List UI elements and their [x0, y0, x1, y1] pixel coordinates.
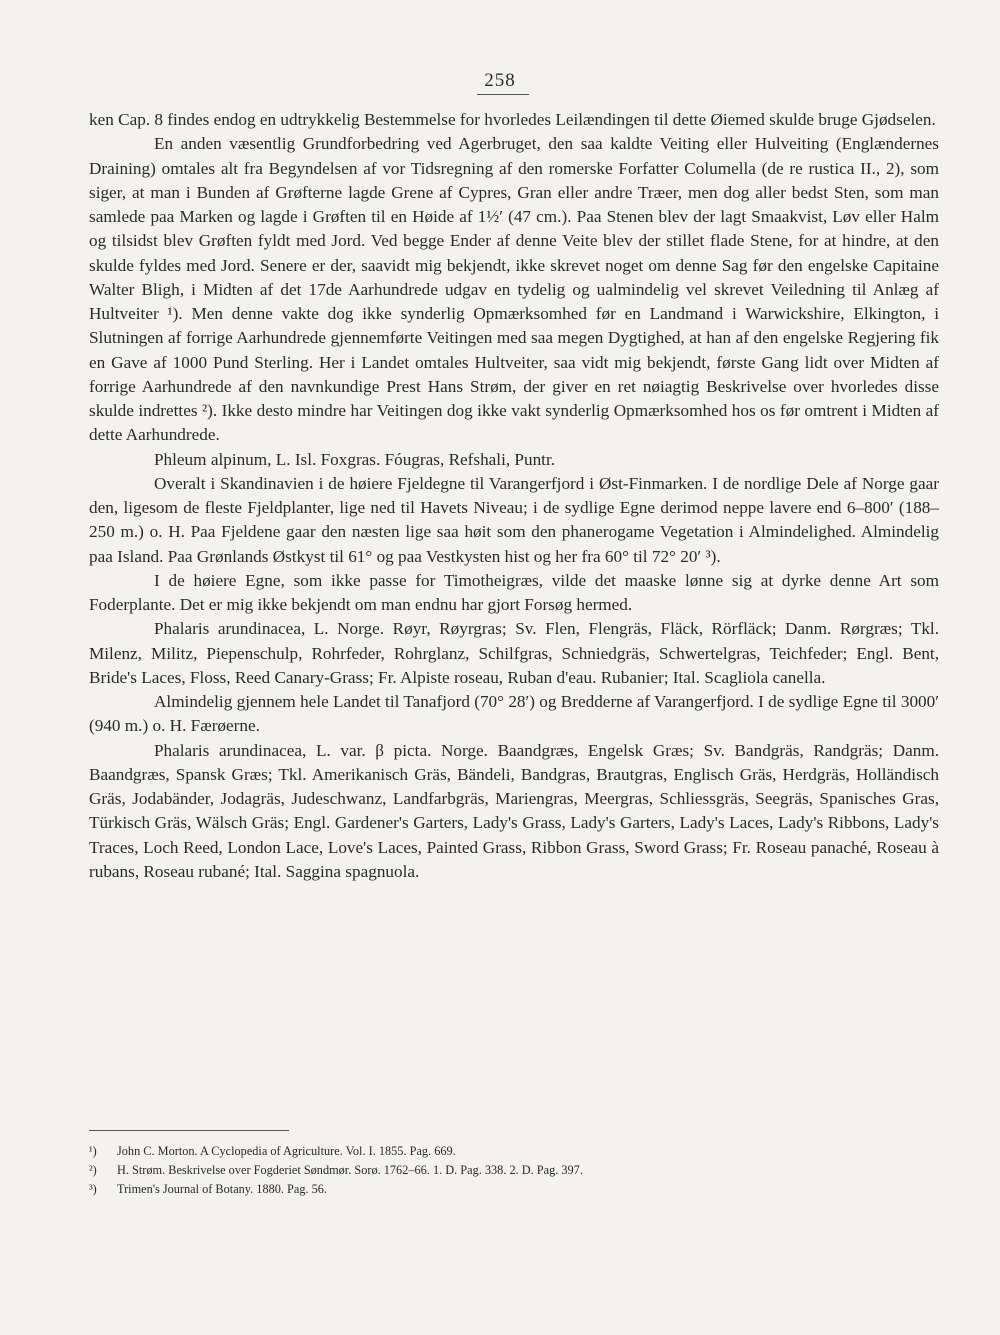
entry-phleum-alpinum: Phleum alpinum, L. Isl. Foxgras. Fóugras, Refshali, Puntr. — [154, 449, 556, 469]
footnote-1 — [89, 1142, 939, 1161]
entry-phalaris-arundinacea: Phalaris arundinacea, L. Norge. Røyr, Røyrgras; Sv. Flen, Flengräs, Fläck, Rörfläck; Danm. Rørgræs; Tkl. Milenz, Militz, Piepenschulp, Rohrfeder, Rohrglanz, Schilfgras, Schniedgräs, Schwertelgras, Teichfeder; Engl. Bent, Bride's Laces, Floss, Reed Canary-Grass; Fr. Alpiste roseau, Ruban d'eau. Rubanier; Ital. Scagliola canella. — [89, 619, 939, 687]
header-rule — [477, 94, 529, 95]
footnote-mark: ²) — [89, 1163, 97, 1177]
footnote-rule — [89, 1130, 289, 1131]
footnote-mark: ¹) — [89, 1144, 97, 1158]
page-number: 258 — [484, 70, 516, 91]
paragraph-phleum-cultivation: I de høiere Egne, som ikke passe for Timotheigræs, vilde det maaske lønne sig at dyrke denne Art som Foderplante. Det er mig ikke bekjendt om man endnu har gjort Forsøg hermed. — [89, 570, 939, 614]
footnote-text: Trimen's Journal of Botany. 1880. Pag. 56. — [117, 1182, 328, 1196]
footnotes — [89, 1142, 939, 1199]
footnote-mark: ³) — [89, 1182, 97, 1196]
paragraph-1: ken Cap. 8 findes endog en udtrykkelig Bestemmelse for hvorledes Leilændingen til dette Øiemed skulde bruge Gjødselen. — [89, 110, 936, 129]
footnote-3 — [89, 1180, 939, 1199]
footnote-2 — [89, 1161, 939, 1180]
footnote-text: John C. Morton. A Cyclopedia of Agriculture. Vol. I. 1855. Pag. 669. — [117, 1144, 456, 1158]
body-text — [89, 108, 939, 884]
paragraph-veiting: En anden væsentlig Grundforbedring ved Agerbruget, den saa kaldte Veiting eller Hulveiting (Englændernes Draining) omtales alt fra Begyndelsen af vor Tidsregning af den romerske Forfatter Columella (de re rustica II., 2), som siger, at man i Bunden af Grøfterne lagde Grene af Cypres, Gran eller andre Træer, men dog aller bedst Sten, som man samlede paa Marken og lagde i Grøften til en Høide af 1½′ (47 cm.). Paa Stenen blev der lagt Smaakvist, Løv eller Halm og tilsidst blev Grøften fyldt med Jord. Ved begge Ender af denne Veite blev der stillet flade Stene, for at hindre, at den skulde fyldes med Jord. Senere er der, saavidt mig bekjendt, ikke skrevet noget om denne Sag før den engelske Capitaine Walter Bligh, i Midten af det 17de Aarhundrede udgav en tydelig og ualmindelig vel skrevet Veiledning til Anlæg af Hultveiter ¹). Men denne vakte dog ikke synderlig Opmærksomhed før en Landmand i Warwickshire, Elkington, i Slutningen af forrige Aarhundrede gjennemførte Veitingen med saa megen Dygtighed, at han af den engelske Regjering fik en Gave af 1000 Pund Sterling. Her i Landet omtales Hultveiter, saa vidt mig bekjendt, første Gang lidt over Midten af forrige Aarhundrede af den navnkundige Prest Hans Strøm, der giver en ret nøiagtig Beskrivelse over hvorledes disse skulde indrettes ²). Ikke desto mindre har Veitingen dog ikke vakt synderlig Opmærksomhed hos os før omtrent i Midten af dette Aarhundrede. — [89, 134, 939, 445]
paragraph-phleum-distribution: Overalt i Skandinavien i de høiere Fjeldegne til Varangerfjord i Øst-Finmarken. I de nordlige Dele af Norge gaar den, ligesom de fleste Fjeldplanter, lige ned til Havets Niveau; i de sydlige Egne derimod neppe lavere end 6–800′ (188–250 m.) o. H. Paa Fjeldene gaar den næsten lige saa høit som den phanerogame Vegetation i Almindelighed. Almindelig paa Island. Paa Grønlands Østkyst til 61° og paa Vestkysten hist og her fra 60° til 72° 20′ ³). — [89, 473, 939, 566]
footnote-text: H. Strøm. Beskrivelse over Fogderiet Søndmør. Sorø. 1762–66. 1. D. Pag. 338. 2. D. Pag. 397. — [117, 1163, 583, 1177]
paragraph-phalaris-distribution: Almindelig gjennem hele Landet til Tanafjord (70° 28′) og Bredderne af Varangerfjord. I de sydlige Egne til 3000′ (940 m.) o. H. Færøerne. — [89, 692, 939, 736]
entry-phalaris-picta: Phalaris arundinacea, L. var. β picta. Norge. Baandgræs, Engelsk Græs; Sv. Bandgräs, Randgräs; Danm. Baandgræs, Spansk Græs; Tkl. Amerikanisch Gräs, Bändeli, Bandgras, Brautgras, Englisch Gräs, Herdgräs, Holländisch Gräs, Jodabänder, Jodagräs, Judeschwanz, Landfarbgräs, Mariengras, Meergras, Schliessgräs, Seegräs, Spanisches Gras, Türkisch Gräs, Wälsch Gräs; Engl. Gardener's Garters, Lady's Grass, Lady's Garters, Lady's Laces, Lady's Ribbons, Lady's Traces, Loch Reed, London Lace, Love's Laces, Painted Grass, Ribbon Grass, Sword Grass; Fr. Roseau panaché, Roseau à rubans, Roseau rubané; Ital. Saggina spagnuola. — [89, 740, 939, 881]
